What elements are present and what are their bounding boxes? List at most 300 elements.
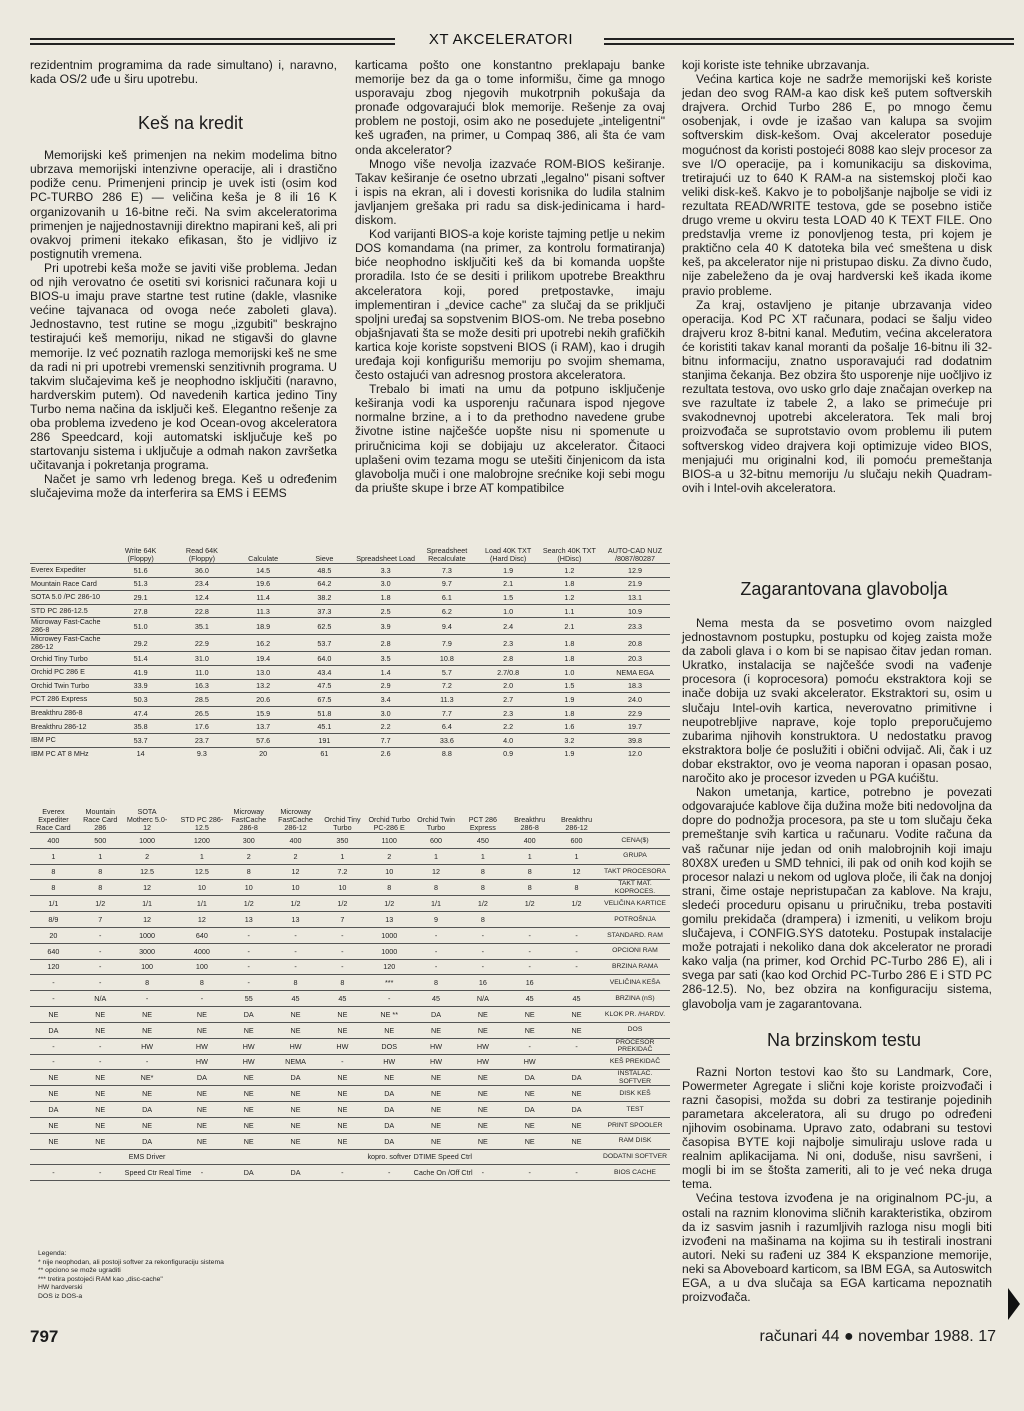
table-cell: 7.3 <box>416 564 477 578</box>
table-row <box>30 679 670 693</box>
table-cell: NE <box>413 1070 460 1086</box>
table-cell <box>170 896 178 912</box>
table-cell: 16 <box>506 975 553 991</box>
table-cell: 21.9 <box>600 577 670 591</box>
table-cell: DA <box>124 1102 171 1118</box>
table-cell: 1.0 <box>539 665 600 679</box>
table-cell: 24.0 <box>600 693 670 707</box>
legend-item: HW hardverski <box>38 1284 83 1292</box>
column-header: Microway FastCache 286-12 <box>272 800 319 833</box>
subheading-na-brzinskom-testu: Na brzinskom testu <box>766 1029 922 1050</box>
table-cell: 45 <box>413 991 460 1007</box>
table-cell: DA <box>30 1102 77 1118</box>
column-header: SOTA Motherc 5.0-12 <box>124 800 171 833</box>
table-cell: 22.8 <box>171 604 232 618</box>
table-cell: 10.9 <box>600 604 670 618</box>
table-cell: NE <box>553 1086 600 1102</box>
table-cell: 8 <box>77 880 124 896</box>
table-cell: kopro. softver <box>366 1149 413 1165</box>
legend-item: *** tretira postojeći RAM kao „disc-cache" <box>38 1275 163 1283</box>
table-row <box>30 975 670 991</box>
table-cell: NE <box>30 1070 77 1086</box>
table-cell: 31.0 <box>171 652 232 666</box>
paragraph: Nakon umetanja, kartice, potrebno je povezati odgovarajuće kablove čija dužina može biti nedovoljna da dopre do podnožja procesora, pa ste u tom slučaju čeka premeštanje svih kartica u računaru. Vodite računa da vaš računar nije jedan od onih malobrojnih koji imaju 80X8X uređen u SMD tehnici, ili pak od onih kod kojih se procesor nalazi u nekom od uglova ploče, ili čak na donjoj strani, čime ostaje nepristupačan za kablove. Na kraju, sledeći proceduru opisanu u priručniku, treba postaviti gomilu prekidača (drampera) i izmeniti, u velikom broju slučajeva, i CONFIG.SYS datoteku. Postupak instalacije može potrajati i nekoliko dana dok akcelerator ne proradi kako valja (na primer, kod Orchid PC-Turbo 286 E), ali i svega par sati (kao kod Orchid PC-Turbo 286 E i STD PC 286-12.5). No, bez obzira na konfiguraciju sistema, glavobolja vam je zagarantovana. <box>682 785 992 1011</box>
table-legend <box>38 1250 438 1302</box>
table-cell: 1.8 <box>355 591 416 605</box>
table-cell: OPCIONI RAM <box>600 943 670 959</box>
table-cell: 2.1 <box>478 577 539 591</box>
table-cell: 7 <box>77 912 124 928</box>
table-cell: 1.9 <box>539 693 600 707</box>
table-cell: 14 <box>110 747 171 760</box>
table-cell: NE <box>77 1102 124 1118</box>
table-cell: 67.5 <box>294 693 355 707</box>
table-cell: 450 <box>459 833 506 849</box>
table-cell: 50.3 <box>110 693 171 707</box>
table-cell: 12 <box>124 880 171 896</box>
table-cell: NE <box>77 1006 124 1022</box>
table-row <box>30 943 670 959</box>
table-cell: - <box>459 943 506 959</box>
legend-item: ** opciono se može ugraditi <box>38 1267 121 1275</box>
table-cell: NE <box>506 1117 553 1133</box>
table-cell: 10 <box>366 864 413 880</box>
table-cell: NE <box>77 1117 124 1133</box>
text-column-1 <box>30 58 337 501</box>
table-cell: - <box>413 959 460 975</box>
table-cell: 5.7 <box>416 665 477 679</box>
table-row <box>30 927 670 943</box>
table-cell: - <box>77 927 124 943</box>
table-cell: DODATNI SOFTVER <box>600 1149 670 1165</box>
table-cell: NE <box>124 1086 171 1102</box>
paragraph: karticama pošto one konstantno preklapaju banke memorije bez da ga o tome informišu, čime ga mnogo usporavaju zbog njegovih mukotrpnih pokušaja da pronađe odgovarajući blok memorije. Rešenje za ovaj problem ne postoji, osim ako ne posedujete „inteligentni" keš ugrađen, na primer, u Compaq 386, ali šta će vam onda akcelerator? <box>355 58 665 157</box>
table-cell: NE <box>459 1117 506 1133</box>
table-cell: 2.7 <box>478 693 539 707</box>
table-cell: NE <box>272 1086 319 1102</box>
table-cell: DISK KEŠ <box>600 1086 670 1102</box>
table-cell: 640 <box>30 943 77 959</box>
table-cell: NEMA <box>272 1054 319 1070</box>
table-cell: 600 <box>413 833 460 849</box>
table-cell: 35.8 <box>110 720 171 734</box>
section-title: XT AKCELERATORI <box>428 31 574 48</box>
table-cell: PRINT SPOOLER <box>600 1117 670 1133</box>
table-cell: NE <box>459 1102 506 1118</box>
table-cell <box>30 1149 77 1165</box>
table-cell: 47.5 <box>294 679 355 693</box>
table-cell: - <box>77 1038 124 1054</box>
column-header: Orchid Twin Turbo <box>413 800 460 833</box>
table-cell: 38.2 <box>294 591 355 605</box>
table-cell: - <box>178 1165 225 1181</box>
table-cell: IBM PC AT 8 MHz <box>30 747 110 760</box>
paragraph: koji koriste iste tehnike ubrzavanja. <box>682 58 870 72</box>
table-cell <box>170 1070 178 1086</box>
table-row <box>30 848 670 864</box>
table-cell: - <box>225 927 272 943</box>
table-cell: 29.1 <box>110 591 171 605</box>
table-cell: HW <box>506 1054 553 1070</box>
table-cell: 14.5 <box>233 564 294 578</box>
table-cell: POTROŠNJA <box>600 912 670 928</box>
table-cell: 10 <box>225 880 272 896</box>
table-cell: 1 <box>178 848 225 864</box>
table-cell <box>170 833 178 849</box>
table-cell: Breakthru 286-12 <box>30 720 110 734</box>
table-cell: 1000 <box>124 833 171 849</box>
table-cell: 1/2 <box>553 896 600 912</box>
table-cell: NE <box>459 1022 506 1038</box>
table-cell: NE <box>506 1086 553 1102</box>
table-cell: 2.3 <box>478 635 539 652</box>
table-cell <box>553 1149 600 1165</box>
table-cell: 16.2 <box>233 635 294 652</box>
table-cell: 8 <box>413 975 460 991</box>
table-cell: 8/9 <box>30 912 77 928</box>
table-cell: HW <box>459 1054 506 1070</box>
table-cell: - <box>272 927 319 943</box>
table-cell: 33.9 <box>110 679 171 693</box>
table-cell: 12 <box>178 912 225 928</box>
table-cell: 11.3 <box>233 604 294 618</box>
table-cell: - <box>553 943 600 959</box>
table-cell <box>170 927 178 943</box>
table-cell: NE <box>413 1117 460 1133</box>
table-cell: - <box>272 959 319 975</box>
page-number: 797 <box>30 1327 59 1346</box>
table-cell: NE <box>178 1133 225 1149</box>
table-cell <box>506 912 553 928</box>
table-cell: NE <box>178 1006 225 1022</box>
column-header: Read 64K (Floppy) <box>185 546 218 563</box>
table-cell: 45 <box>272 991 319 1007</box>
table-cell: 1.5 <box>539 679 600 693</box>
table-cell: Speed Ctr Real Time <box>124 1165 171 1181</box>
column-header: Search 40K TXT (HDisc) <box>542 546 596 563</box>
table-cell: NE <box>413 1102 460 1118</box>
column-header <box>600 800 670 833</box>
table-cell: - <box>319 1054 366 1070</box>
table-cell: IBM PC <box>30 733 110 747</box>
legend-item: * nije neophodan, ali postoji softver za rekonfiguraciju sistema <box>38 1258 224 1266</box>
text-column-2 <box>355 58 665 495</box>
table-row <box>30 564 670 578</box>
paragraph: Za kraj, ostavljeno je pitanje ubrzavanja video operacija. Kod PC XT računara, podaci se šalju video drajveru kroz 8-bitni kanal. Međutim, većina akceleratora će koristiti takav kanal moranti da pošalje 16-bitnu ili 32-bitnu informaciju, znatno usporavajući rad dodatnim stanjima čekanja. Bez obzira što usporenje nije uočljivo iz rezultata testova, ovo usko grlo daje značajan overkep na sve razultate iz tabele 2, a lako se primećuje pri svakodnevnoj upotrebi akceleratora. Tek mali broj proizvođača se suprotstavio ovom problemu ili putem softverskog video drajvera koji optimizuje video BIOS, menjajući mu originalni kod, ili pomoću premeštanja BIOS-a u 32-bitnu memoriju /u slučaju nekih Quadram-ovih i Intel-ovih akceleratora. <box>682 297 992 495</box>
table-cell: 18.9 <box>233 618 294 635</box>
table-cell: 1000 <box>366 943 413 959</box>
table-cell: 2.0 <box>478 679 539 693</box>
table-cell: 8 <box>77 864 124 880</box>
table-cell: NE <box>553 1022 600 1038</box>
table-row <box>30 864 670 880</box>
table-cell: 13 <box>366 912 413 928</box>
paragraph: Većina testova izvođena je na originalnom PC-ju, a ostali na raznim klonovima sličnih karakteristika, obzirom da iz sasvim jasnih i razumljivih razloga nisu mogli biti izvođeni na mašinama na kojima su ih testirali inostrani autori. Neki su rađeni uz 384 K ekspanzione memorije, neki sa Aboveboard karticom, sa IBM EGA, sa Autoswitch EGA, a u dva slučaja sa EGA karticama nepoznatih proizvođača. <box>682 1191 992 1305</box>
column-header: Everex Expediter Race Card <box>30 800 77 833</box>
table-row <box>30 1149 670 1165</box>
table-cell: NE <box>366 1022 413 1038</box>
issue-footer: računari 44 ● novembar 1988. 17 <box>759 1328 996 1345</box>
table-cell: 9 <box>413 912 460 928</box>
table-cell: 1/1 <box>178 896 225 912</box>
table-cell: 61 <box>294 747 355 760</box>
table-cell: DA <box>366 1102 413 1118</box>
table-cell: NE <box>225 1117 272 1133</box>
table-cell: 8 <box>272 975 319 991</box>
table-cell: 2.3 <box>478 706 539 720</box>
table-cell: 16 <box>459 975 506 991</box>
table-cell <box>170 959 178 975</box>
table-cell: BRZINA (nS) <box>600 991 670 1007</box>
table-cell: SOTA 5.0 /PC 286-10 <box>30 591 110 605</box>
table-row <box>30 880 670 896</box>
table-cell: STANDARD. RAM <box>600 927 670 943</box>
table-cell: 100 <box>178 959 225 975</box>
column-header: Breakthru 286-8 <box>506 800 553 833</box>
table-cell <box>553 975 600 991</box>
table-cell <box>225 1149 272 1165</box>
table-cell: DOS <box>366 1038 413 1054</box>
table-row <box>30 720 670 734</box>
table-cell: 500 <box>77 833 124 849</box>
table-cell: Mountain Race Card <box>30 577 110 591</box>
column-header: Spreadsheet Recalculate <box>426 546 468 563</box>
table-header-row <box>30 541 670 564</box>
table-cell: DA <box>272 1165 319 1181</box>
table-cell: 41.9 <box>110 665 171 679</box>
table-cell: 1.8 <box>539 652 600 666</box>
column-header: PCT 286 Express <box>459 800 506 833</box>
table-cell: NE <box>553 1117 600 1133</box>
specifications-table <box>30 800 670 1181</box>
table-cell: 13.1 <box>600 591 670 605</box>
table-cell: 51.0 <box>110 618 171 635</box>
table-cell: 13.0 <box>233 665 294 679</box>
table-cell: NE <box>413 1086 460 1102</box>
table-cell: 55 <box>225 991 272 1007</box>
column-header: Spreadsheet Load <box>356 554 415 563</box>
table-cell: NE <box>319 1102 366 1118</box>
table-cell: NE <box>178 1086 225 1102</box>
table-cell: 13.2 <box>233 679 294 693</box>
table-cell: NE <box>366 1070 413 1086</box>
table-cell: 7.7 <box>355 733 416 747</box>
table-cell: EMS Driver <box>124 1149 171 1165</box>
table-cell: DOS <box>600 1022 670 1038</box>
table-cell: HW <box>178 1038 225 1054</box>
table-cell: 8 <box>124 975 171 991</box>
table-cell: HW <box>225 1054 272 1070</box>
table-cell: 22.9 <box>600 706 670 720</box>
table-cell: - <box>124 991 171 1007</box>
table-cell: 2.4 <box>478 618 539 635</box>
text-column-3-lower <box>682 578 992 1304</box>
table-cell: 400 <box>30 833 77 849</box>
table-cell: 39.8 <box>600 733 670 747</box>
table-cell: - <box>506 1038 553 1054</box>
table-cell: 8 <box>506 880 553 896</box>
table-cell: 10 <box>272 880 319 896</box>
table-cell: HW <box>366 1054 413 1070</box>
table-cell: 400 <box>272 833 319 849</box>
table-cell: 1.5 <box>478 591 539 605</box>
table-cell: 53.7 <box>110 733 171 747</box>
table-row <box>30 1133 670 1149</box>
table-cell <box>178 1149 225 1165</box>
table-cell <box>170 1038 178 1054</box>
table-cell: 3000 <box>124 943 171 959</box>
table-cell <box>170 848 178 864</box>
table-cell: - <box>30 1165 77 1181</box>
table-cell: 36.0 <box>171 564 232 578</box>
table-cell: NE <box>272 1133 319 1149</box>
table-cell: 6.1 <box>416 591 477 605</box>
table-cell: 51.8 <box>294 706 355 720</box>
table-cell: 120 <box>366 959 413 975</box>
table-cell: Everex Expediter <box>30 564 110 578</box>
table-cell: - <box>225 943 272 959</box>
table-cell: 8 <box>506 864 553 880</box>
table-cell: 1 <box>553 848 600 864</box>
table-cell: - <box>413 927 460 943</box>
table-cell: NE <box>77 1070 124 1086</box>
paragraph: Mnogo više nevolja izazvaće ROM-BIOS keširanje. Takav keširanje će osetno ubrzati „legalno" pisani softver i ispis na ekran, ali i dovesti korisnika do ludila stalnim javljanjem grešaka pri radu sa disk-jedinicama i hard-diskom. <box>355 156 665 228</box>
table-row <box>30 896 670 912</box>
table-row <box>30 912 670 928</box>
paragraph: Kod varijanti BIOS-a koje koriste tajming petlje u nekim DOS komandama (na primer, za kontrolu formatiranja) biće neophodno isključiti keš da bi komanda uopšte proradila. Isto će se desiti i prilikom upotrebe Breakthru akceleratora koji, pored pretpostavke, imaju implementiran i „device cache" za slučaj da se priključi spoljni uređaj sa sopstvenim BIOS-om. Ne treba posebno objašnjavati šta se može desiti pri upotrebi nekih grafičkih kartica koje koriste sopstveni BIOS (i RAM), kao i drugih uređaja koji konfigurišu memoriju po svojim shemama, često ostajući van adresnog prostora akceleratora. <box>355 227 665 383</box>
table-cell: - <box>77 1054 124 1070</box>
table-cell: GRUPA <box>600 848 670 864</box>
table-cell: 12.9 <box>600 564 670 578</box>
table-cell: NE <box>319 1070 366 1086</box>
table-row <box>30 991 670 1007</box>
table-cell: Microwey Fast-Cache 286-12 <box>30 635 110 652</box>
table-cell: 3.0 <box>355 706 416 720</box>
table-cell: - <box>506 927 553 943</box>
table-cell: - <box>553 1165 600 1181</box>
table-cell: 12.0 <box>600 747 670 760</box>
table-row <box>30 747 670 760</box>
table-cell: NE <box>225 1133 272 1149</box>
paragraph: rezidentnim programima da rade simultano) i, naravno, kada OS/2 uđe u širu upotrebu. <box>30 58 337 87</box>
table-cell: HW <box>413 1038 460 1054</box>
table-cell: 29.2 <box>110 635 171 652</box>
table-cell: - <box>77 959 124 975</box>
table-cell: 2.1 <box>539 618 600 635</box>
table-cell: RAM DISK <box>600 1133 670 1149</box>
table-cell: BRZINA RAMA <box>600 959 670 975</box>
table-cell: 1.6 <box>539 720 600 734</box>
table-cell: DA <box>225 1165 272 1181</box>
table-row <box>30 635 670 652</box>
table-cell: 23.4 <box>171 577 232 591</box>
table-cell: NE <box>319 1086 366 1102</box>
table-header-row <box>30 800 670 833</box>
table-row <box>30 1054 670 1070</box>
table-cell: VELIČINA KARTICE <box>600 896 670 912</box>
table-cell <box>170 864 178 880</box>
table-row <box>30 1117 670 1133</box>
table-cell <box>553 1054 600 1070</box>
table-cell: 20.8 <box>600 635 670 652</box>
table-cell: 13.7 <box>233 720 294 734</box>
column-header: Sieve <box>315 554 334 563</box>
table-cell: 20.3 <box>600 652 670 666</box>
table-cell: 1 <box>506 848 553 864</box>
table-cell: NE <box>225 1070 272 1086</box>
table-cell: 3.2 <box>539 733 600 747</box>
table-cell: 1.8 <box>539 577 600 591</box>
table-cell: 7.7 <box>416 706 477 720</box>
table-cell: 12 <box>413 864 460 880</box>
table-cell: 37.3 <box>294 604 355 618</box>
table-cell: 1 <box>319 848 366 864</box>
table-cell: STD PC 286-12.5 <box>30 604 110 618</box>
table-cell: 1 <box>413 848 460 864</box>
table-cell: 8 <box>413 880 460 896</box>
table-cell: 1 <box>30 848 77 864</box>
table-cell: 2.9 <box>355 679 416 693</box>
table-cell: 10 <box>319 880 366 896</box>
table-cell: BIOS CACHE <box>600 1165 670 1181</box>
table-cell: 4.0 <box>478 733 539 747</box>
table-cell: NE <box>319 1133 366 1149</box>
table-cell: DTIME Speed Ctrl <box>413 1149 460 1165</box>
table-cell: - <box>553 959 600 975</box>
paragraph: Memorijski keš primenjen na nekim modelima bitno ubrzava memorijski intenzivne operacije, ali i drastično podiže cenu. Primenjeni princip je uvek isti (osim kod PC-TURBO 286 E) — veličina keša je 8 ili 16 K organizovanih u 16-bitne reči. Na svim akceleratorima primenjen je najjednostavniji direktno mapirani keš, ali pri ovakvoj primeni itekako efikasan, što je vidljivo iz postignutih vremena. <box>30 148 337 261</box>
table-cell: CENA($) <box>600 833 670 849</box>
column-header: Orchid Turbo PC-286 E <box>366 800 413 833</box>
table-cell: N/A <box>459 991 506 1007</box>
table-cell: 20.6 <box>233 693 294 707</box>
table-cell: 48.5 <box>294 564 355 578</box>
table-cell: - <box>319 959 366 975</box>
table-cell: DA <box>506 1070 553 1086</box>
table-cell: 120 <box>30 959 77 975</box>
column-header <box>30 541 110 564</box>
table-cell: NE <box>506 1006 553 1022</box>
table-cell: 1/2 <box>272 896 319 912</box>
table-cell: Cache On /Off Ctrl <box>413 1165 460 1181</box>
table-cell: NE <box>413 1022 460 1038</box>
table-cell <box>170 1133 178 1149</box>
table-row <box>30 1070 670 1086</box>
table-cell: HW <box>178 1054 225 1070</box>
table-cell: 8.8 <box>416 747 477 760</box>
table-cell: 1/2 <box>366 896 413 912</box>
table-cell: 8 <box>30 864 77 880</box>
column-header: STD PC 286-12.5 <box>178 800 225 833</box>
table-cell: INSTALAC. SOFTVER <box>600 1070 670 1086</box>
table-cell: 1.8 <box>539 706 600 720</box>
table-cell: 600 <box>553 833 600 849</box>
table-cell: 53.7 <box>294 635 355 652</box>
table-cell: 640 <box>178 927 225 943</box>
paragraph: Pri upotrebi keša može se javiti više problema. Jedan od njih verovatno će osetiti svi korisnici računara koji u BIOS-u imaju prave startne test rutine (dakle, vlasnike većine tajvanaca od ovoga neće zaboleti glava). Jednostavno, test rutine se mogu „izgubiti" beskrajno testirajući keš memoriju, nikad ne stigavši do glavne memorije. Iz već poznatih razloga memorijski keš ne sme da radi ni pri upotrebi vremenski senzitivnih programa. U takvim slučajevima keš je neophodno isključiti (naravno, hardverskim putem). Od navedenih kartica jedino Tiny Turbo nema načina da isključi keš. Elegantno rešenje za oba problema izvedeno je kod Ocean-ovog akceleratora 286 Speedcard, koji automatski isključuje keš po startovanju sistema i uključuje a odmah nakon završetka učitavanja i pokretanja programa. <box>30 260 337 473</box>
table-cell: HW <box>225 1038 272 1054</box>
table-cell: - <box>459 1165 506 1181</box>
table-cell: TEST <box>600 1102 670 1118</box>
table-cell: 17.6 <box>171 720 232 734</box>
table-cell: - <box>225 975 272 991</box>
table-cell: NE <box>553 1006 600 1022</box>
table-cell: 64.2 <box>294 577 355 591</box>
table-cell: 1.0 <box>478 604 539 618</box>
table-cell: DA <box>178 1070 225 1086</box>
table-cell: NE <box>459 1070 506 1086</box>
table-cell: 3.4 <box>355 693 416 707</box>
table-cell: - <box>459 927 506 943</box>
